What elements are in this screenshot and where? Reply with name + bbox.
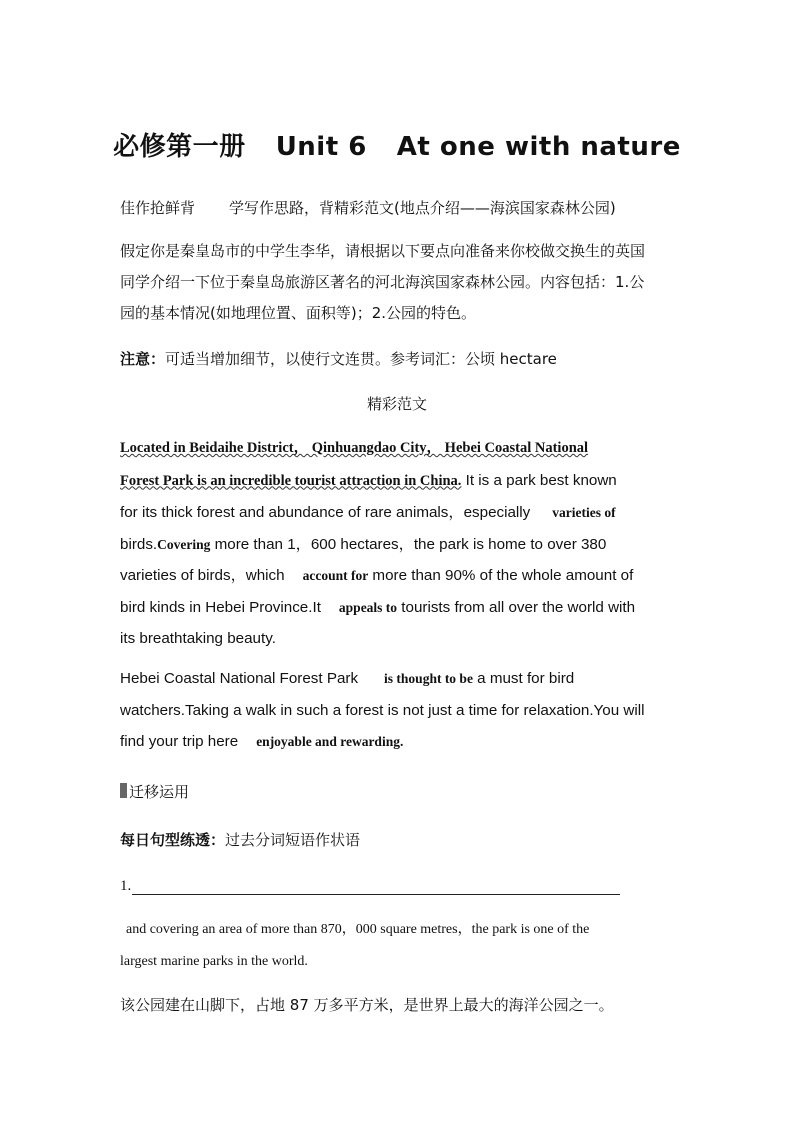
practice-text: 过去分词短语作状语 xyxy=(225,831,361,849)
section-label xyxy=(120,782,674,802)
text-run: more than 1，600 hectares，the park is home to over 380 xyxy=(210,535,607,553)
task-line-1: 假定你是秦皇岛市的中学生李华，请根据以下要点向准备来你校做交换生的英国 xyxy=(120,242,646,260)
exercise-sentence xyxy=(120,914,674,977)
practice-heading xyxy=(120,830,674,850)
exercise-line-1: and covering an area of more than 870，000 square metres，the park is one of the xyxy=(126,922,590,937)
text-run: bird kinds in Hebei Province.It xyxy=(120,598,321,616)
text-run: its breathtaking beauty. xyxy=(120,630,276,647)
text-run: birds. xyxy=(120,535,158,553)
text-run: a must for bird xyxy=(472,670,575,687)
text-run: tourists from all over the world with xyxy=(397,598,636,616)
text-run: varieties of birds，which xyxy=(120,567,285,584)
key-phrase: enjoyable and rewarding. xyxy=(256,734,404,749)
text-run: It is a park best known xyxy=(461,471,617,489)
task-line-3: 园的基本情况(如地理位置、面积等)；2.公园的特色。 xyxy=(120,304,477,322)
text-run: more than 90% of the whole amount of xyxy=(368,567,634,584)
section-marker-icon xyxy=(120,783,127,798)
highlight-sentence-2: Forest Park is an incredible tourist attraction in China. xyxy=(120,472,462,489)
title-cn: 必修第一册 xyxy=(113,132,246,162)
exercise-number: 1. xyxy=(120,878,132,894)
text-run: for its thick forest and abundance of rare animals，especially xyxy=(120,504,531,521)
page-title xyxy=(0,126,794,163)
answer-blank-1[interactable] xyxy=(120,878,620,898)
title-unit: Unit 6 xyxy=(275,132,367,162)
highlight-sentence-1: Located in Beidaihe District， Qinhuangdao City， Hebei Coastal National xyxy=(120,440,589,456)
exercise-chinese: 该公园建在山脚下，占地 87 万多平方米，是世界上最大的海洋公园之一。 xyxy=(120,996,614,1014)
key-phrase: is thought to be xyxy=(384,671,473,686)
section-heading xyxy=(120,198,674,218)
exercise-line-2: largest marine parks in the world. xyxy=(120,953,308,969)
heading-desc: 学写作思路，背精彩范文(地点介绍——海滨国家森林公园) xyxy=(229,199,616,217)
text-run: watchers.Taking a walk in such a forest is not just a time for relaxation.You will xyxy=(120,701,645,719)
sample-title: 精彩范文 xyxy=(366,395,427,413)
sample-paragraph-2 xyxy=(120,663,674,758)
note-text: 可适当增加细节，以使行文连贯。参考词汇：公顷 hectare xyxy=(165,350,557,368)
heading-tag: 佳作抢鲜背 xyxy=(120,199,196,217)
text-run: Hebei Coastal National Forest Park xyxy=(120,670,359,687)
text-run: find your trip here xyxy=(120,733,239,750)
practice-label: 每日句型练透： xyxy=(120,831,226,849)
key-phrase: account for xyxy=(302,568,369,583)
key-phrase: Covering xyxy=(157,536,211,552)
section-label-text: 迁移运用 xyxy=(129,783,190,801)
blank-underline xyxy=(132,894,620,895)
task-line-2: 同学介绍一下位于秦皇岛旅游区著名的河北海滨国家森林公园。内容包括：1.公 xyxy=(120,273,645,291)
key-phrase: appeals to xyxy=(338,599,398,615)
note-label: 注意： xyxy=(120,350,166,368)
title-topic: At one with nature xyxy=(396,132,681,162)
task-description xyxy=(120,236,676,329)
sample-paragraph-1 xyxy=(120,432,674,655)
key-phrase: varieties of xyxy=(552,505,616,520)
note-line xyxy=(120,349,674,369)
